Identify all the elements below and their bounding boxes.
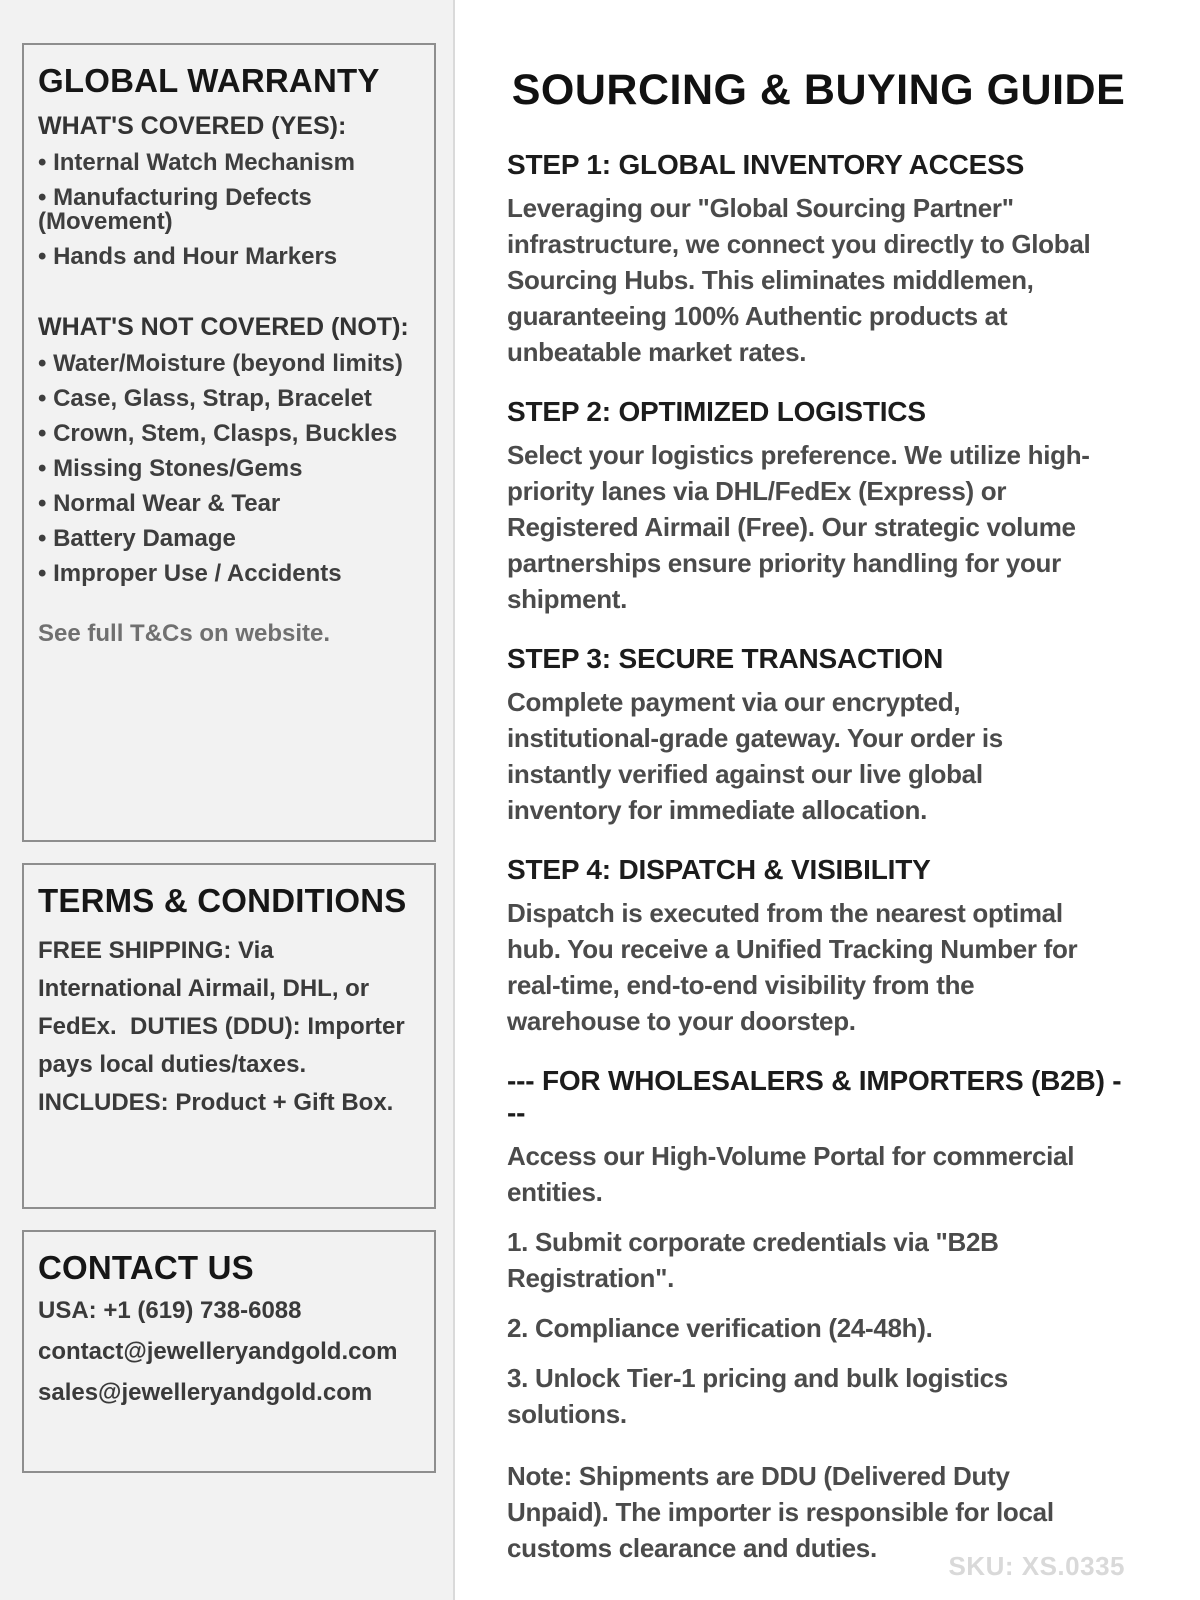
contact-email-sales: sales@jewelleryandgold.com	[38, 1379, 373, 1406]
step-2-body: Select your logistics preference. We utilize high-priority lanes via DHL/FedEx (Express) or Registered Airmail (Free). Our strategic volume partnerships ensure priority handling for your shipment.	[507, 440, 1090, 614]
contact-title: CONTACT US	[38, 1249, 254, 1286]
b2b-intro: Access our High-Volume Portal for commercial entities.	[507, 1141, 1075, 1207]
list-item: • Missing Stones/Gems	[38, 457, 420, 481]
not-covered-heading: WHAT'S NOT COVERED (NOT):	[38, 313, 409, 341]
contact-phone: USA: +1 (619) 738-6088	[38, 1297, 302, 1324]
terms-body: FREE SHIPPING: Via International Airmail, DHL, or FedEx. DUTIES (DDU): Importer pays local duties/taxes. INCLUDES: Product + Gift Box.	[38, 937, 412, 1116]
sidebar	[0, 0, 455, 1600]
list-item: • Case, Glass, Strap, Bracelet	[38, 387, 420, 411]
warranty-footnote: See full T&Cs on website.	[38, 620, 331, 647]
terms-panel	[22, 863, 436, 1209]
warranty-panel	[22, 43, 436, 842]
covered-heading: WHAT'S COVERED (YES):	[38, 112, 347, 140]
list-item: • Hands and Hour Markers	[38, 245, 420, 269]
step-2-heading: STEP 2: OPTIMIZED LOGISTICS	[507, 396, 926, 427]
b2b-item-1: 1. Submit corporate credentials via "B2B Registration".	[507, 1227, 999, 1293]
b2b-section	[507, 1065, 1130, 1566]
contact-panel	[22, 1230, 436, 1473]
step-3	[507, 643, 1130, 828]
not-covered-list	[38, 352, 420, 586]
list-item: • Normal Wear & Tear	[38, 492, 420, 516]
list-item: • Crown, Stem, Clasps, Buckles	[38, 422, 420, 446]
step-4-heading: STEP 4: DISPATCH & VISIBILITY	[507, 854, 931, 885]
list-item: • Improper Use / Accidents	[38, 562, 420, 586]
main-content	[455, 0, 1200, 1600]
list-item: • Internal Watch Mechanism	[38, 151, 420, 175]
step-1-heading: STEP 1: GLOBAL INVENTORY ACCESS	[507, 149, 1025, 180]
step-4-body: Dispatch is executed from the nearest optimal hub. You receive a Unified Tracking Number for real-time, end-to-end visibility from the warehouse to your doorstep.	[507, 898, 1078, 1036]
list-item: • Water/Moisture (beyond limits)	[38, 352, 420, 376]
list-item: • Battery Damage	[38, 527, 420, 551]
b2b-note: Note: Shipments are DDU (Delivered Duty Unpaid). The importer is responsible for local customs clearance and duties.	[507, 1461, 1054, 1563]
step-1-body: Leveraging our "Global Sourcing Partner" infrastructure, we connect you directly to Global Sourcing Hubs. This eliminates middlemen, guaranteeing 100% Authentic products at unbeatable market rates.	[507, 193, 1091, 367]
b2b-item-3: 3. Unlock Tier-1 pricing and bulk logistics solutions.	[507, 1363, 1008, 1429]
step-2	[507, 396, 1130, 617]
list-item: • Manufacturing Defects (Movement)	[38, 186, 420, 234]
step-3-heading: STEP 3: SECURE TRANSACTION	[507, 643, 944, 674]
sku-label: SKU: XS.0335	[948, 1551, 1125, 1581]
b2b-item-2: 2. Compliance verification (24-48h).	[507, 1313, 933, 1343]
covered-list	[38, 151, 420, 269]
step-1	[507, 149, 1130, 370]
contact-email-primary: contact@jewelleryandgold.com	[38, 1338, 398, 1365]
step-4	[507, 854, 1130, 1039]
step-3-body: Complete payment via our encrypted, institutional-grade gateway. Your order is instantly verified against our live global inventory for immediate allocation.	[507, 687, 1003, 825]
page-title: SOURCING & BUYING GUIDE	[511, 66, 1126, 114]
b2b-heading: --- FOR WHOLESALERS & IMPORTERS (B2B) ---	[507, 1065, 1122, 1128]
terms-title: TERMS & CONDITIONS	[38, 882, 407, 919]
warranty-title: GLOBAL WARRANTY	[38, 62, 380, 99]
